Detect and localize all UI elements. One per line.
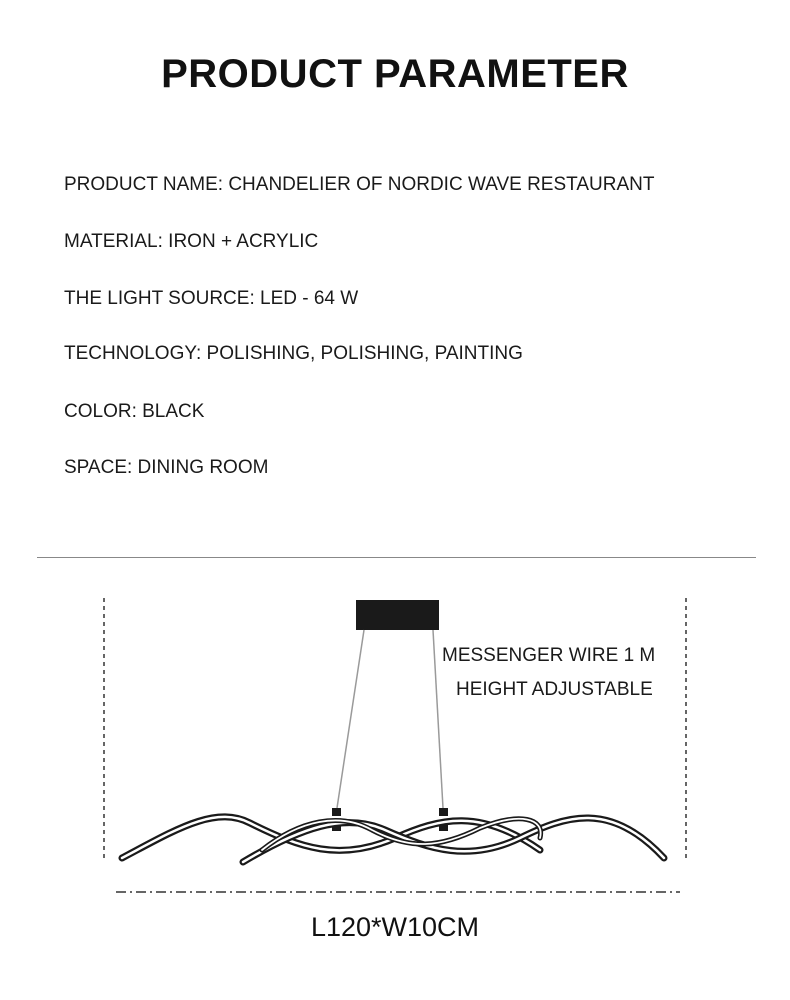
spec-light-source: THE LIGHT SOURCE: LED - 64 W <box>64 288 359 309</box>
wave-lamp-bars <box>122 817 664 862</box>
dimension-label: L120*W10CM <box>310 912 480 942</box>
ceiling-canopy <box>356 600 439 630</box>
height-adjustable-note: HEIGHT ADJUSTABLE <box>456 679 653 700</box>
wire-clamp-right <box>439 808 448 816</box>
spec-space: SPACE: DINING ROOM <box>64 457 269 478</box>
chandelier-drawing <box>0 580 790 900</box>
page-title: PRODUCT PARAMETER <box>161 52 629 96</box>
spec-color: COLOR: BLACK <box>64 401 205 422</box>
section-divider <box>37 557 756 558</box>
spec-technology: TECHNOLOGY: POLISHING, POLISHING, PAINTING <box>64 343 523 364</box>
wire-clamp-left <box>332 808 341 816</box>
messenger-wire-note: MESSENGER WIRE 1 M <box>442 645 656 666</box>
suspension-wire-left <box>337 630 364 808</box>
spec-product-name: PRODUCT NAME: CHANDELIER OF NORDIC WAVE RESTAURANT <box>64 174 655 195</box>
spec-material: MATERIAL: IRON + ACRYLIC <box>64 231 319 252</box>
